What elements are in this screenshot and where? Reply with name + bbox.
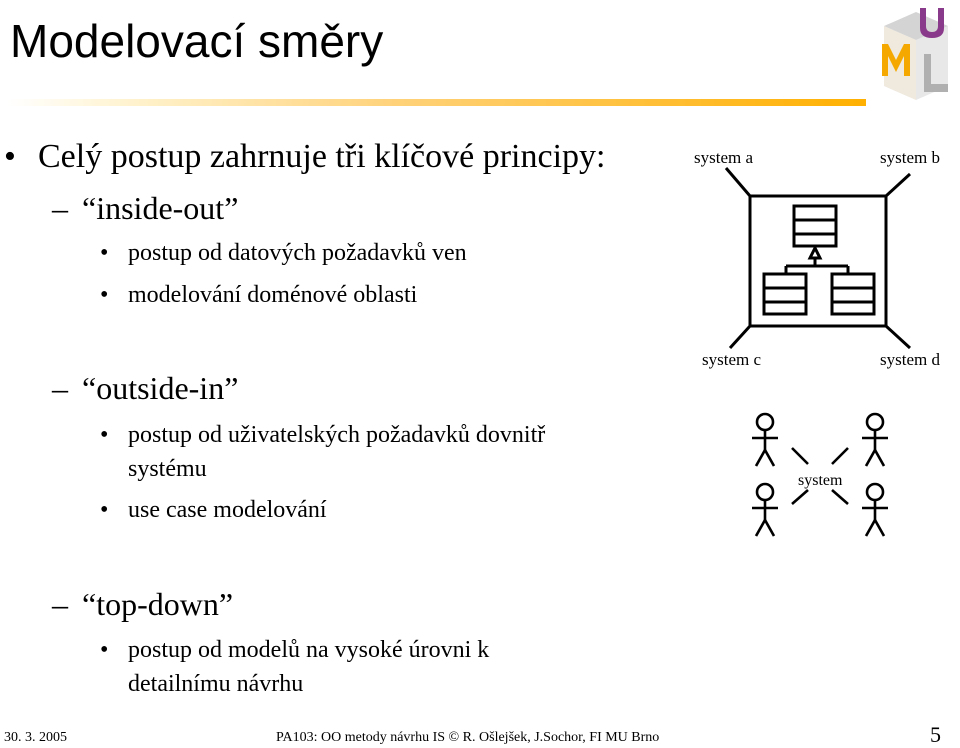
list-item-continuation: systému — [128, 456, 207, 482]
uml-logo-icon — [876, 4, 956, 104]
title-underline — [8, 99, 866, 106]
list-item: postup od modelů na vysoké úrovni k — [128, 637, 490, 663]
list-item: postup od uživatelských požadavků dovnitř — [128, 422, 546, 448]
label-system-a: system a — [694, 148, 754, 167]
footer-course: PA103: OO metody návrhu IS © R. Ošlejšek, J.Sochor, FI MU Brno — [276, 730, 660, 745]
section-dash: – — [52, 190, 68, 226]
label-system-c: system c — [702, 350, 762, 369]
footer-date: 30. 3. 2005 — [4, 730, 67, 745]
intro-bullet: • — [4, 138, 16, 175]
section-dash: – — [52, 370, 68, 406]
section-heading-top-down: “top-down” — [82, 586, 234, 622]
item-bullet: • — [100, 637, 109, 663]
intro-text: Celý postup zahrnuje tři klíčové principy: — [38, 138, 606, 175]
item-bullet: • — [100, 240, 109, 266]
list-item: modelování doménové oblasti — [128, 282, 418, 308]
section-heading-outside-in: “outside-in” — [82, 370, 239, 406]
label-system-b: system b — [880, 148, 940, 167]
item-bullet: • — [100, 422, 109, 448]
list-item-continuation: detailnímu návrhu — [128, 671, 304, 697]
section-dash: – — [52, 586, 68, 622]
list-item: postup od datových požadavků ven — [128, 240, 467, 266]
item-bullet: • — [100, 497, 109, 523]
label-system: system — [798, 472, 843, 489]
item-bullet: • — [100, 282, 109, 308]
label-system-d: system d — [880, 350, 940, 369]
slide-title: Modelovací směry — [10, 15, 384, 67]
page-number: 5 — [930, 722, 941, 747]
section-heading-inside-out: “inside-out” — [82, 190, 239, 226]
inside-out-diagram — [690, 160, 950, 360]
list-item: use case modelování — [128, 497, 327, 523]
